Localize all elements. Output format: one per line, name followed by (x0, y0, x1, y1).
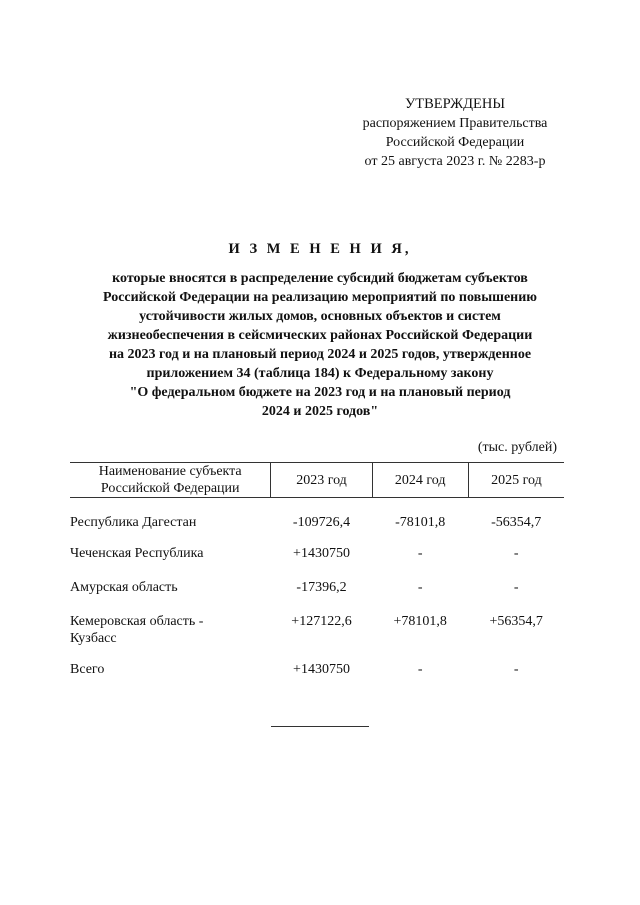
closing-divider (271, 726, 369, 727)
subject-name-line: Республика Дагестан (70, 515, 197, 530)
subsidy-table (70, 462, 564, 678)
value-2024: - (417, 546, 423, 561)
title-line: 2024 и 2025 годов" (261, 404, 379, 419)
value-2024: -78101,8 (395, 515, 446, 530)
value-2024: - (417, 580, 423, 595)
document-title (60, 240, 580, 421)
subject-name-line: Всего (70, 662, 105, 677)
table-row (70, 579, 564, 596)
title-line: которые вносятся в распределение субсидий бюджетам субъектов (112, 271, 528, 286)
value-2024: +78101,8 (393, 614, 447, 629)
title-line: устойчивости жилых домов, основных объектов и систем (139, 309, 501, 324)
approval-heading: УТВЕРЖДЕНЫ (404, 96, 506, 112)
title-line: "О федеральном бюджете на 2023 год и на плановый период (129, 385, 511, 400)
subject-name-line: Кузбасс (70, 631, 117, 646)
value-2023: -17396,2 (296, 580, 347, 595)
value-2023: +127122,6 (291, 614, 352, 629)
subject-name-line: Кемеровская область - (70, 614, 204, 629)
header-subject-line-1: Наименование субъекта (98, 464, 242, 479)
approval-line-3: от 25 августа 2023 г. № 2283-р (364, 154, 546, 169)
value-2023: -109726,4 (292, 515, 351, 530)
subject-name (70, 661, 271, 678)
title-line: на 2023 год и на плановый период 2024 и 2025 годов, утвержденное (108, 347, 532, 362)
approval-line-2: Российской Федерации (385, 135, 525, 150)
approval-block (340, 95, 570, 171)
value-2025: - (513, 546, 519, 561)
subject-name (70, 579, 271, 596)
title-main: И З М Е Н Е Н И Я, (228, 241, 412, 257)
table-row (70, 545, 564, 562)
header-2025: 2025 год (468, 463, 564, 498)
table-header-row (70, 463, 564, 498)
approval-line-1: распоряжением Правительства (362, 116, 548, 131)
units-label: (тыс. рублей) (477, 440, 557, 455)
subject-name (70, 514, 271, 531)
table-row (70, 661, 564, 678)
header-subject-line-2: Российской Федерации (100, 481, 240, 496)
subject-name-line: Амурская область (70, 580, 178, 595)
subject-name-line: Чеченская Республика (70, 546, 204, 561)
value-2025: +56354,7 (489, 614, 543, 629)
table-row (70, 613, 564, 647)
header-2024: 2024 год (372, 463, 468, 498)
value-2025: - (513, 662, 519, 677)
value-2025: - (513, 580, 519, 595)
header-2023: 2023 год (271, 463, 372, 498)
header-subject (70, 463, 271, 498)
title-line: жизнеобеспечения в сейсмических районах Российской Федерации (107, 328, 533, 343)
table-row (70, 514, 564, 531)
subject-name (70, 613, 271, 647)
title-line: приложением 34 (таблица 184) к Федеральному закону (146, 366, 494, 381)
value-2023: +1430750 (293, 546, 350, 561)
value-2024: - (417, 662, 423, 677)
value-2023: +1430750 (293, 662, 350, 677)
value-2025: -56354,7 (491, 515, 542, 530)
subject-name (70, 545, 271, 562)
title-line: Российской Федерации на реализацию мероприятий по повышению (102, 290, 537, 305)
